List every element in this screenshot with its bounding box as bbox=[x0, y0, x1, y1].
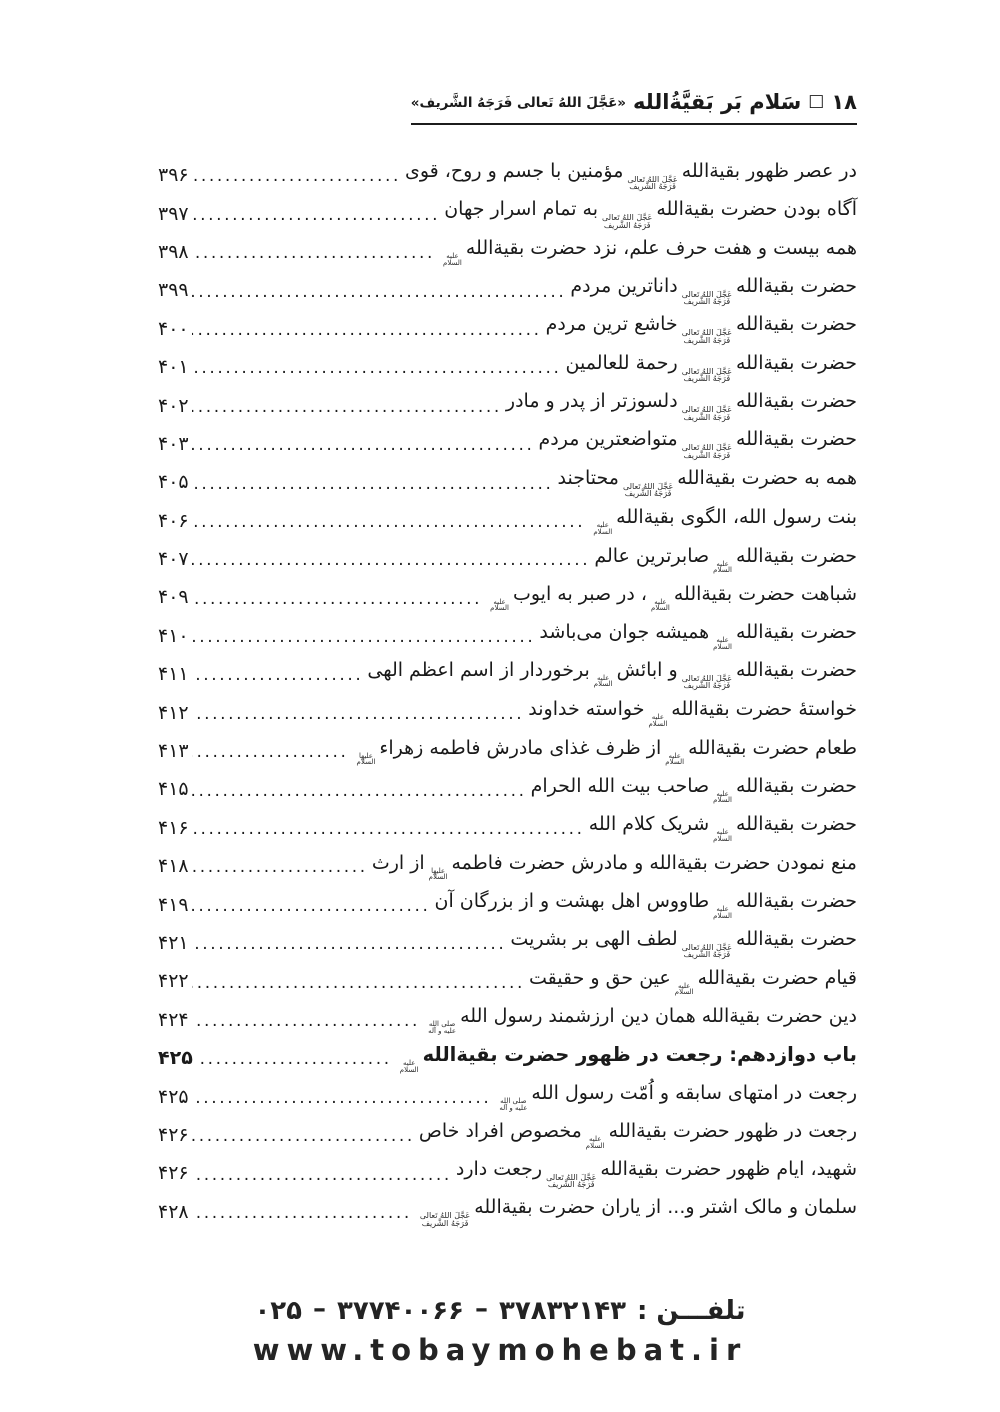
toc-row bbox=[158, 233, 857, 271]
toc-row bbox=[158, 617, 857, 655]
honorific-as-glyph: علیه السلام bbox=[713, 828, 732, 843]
toc-row bbox=[158, 578, 857, 616]
toc-row bbox=[158, 655, 857, 693]
toc-page-number: ۴۲۵ bbox=[158, 1085, 189, 1108]
running-head bbox=[411, 90, 857, 125]
toc-entry-title: حضرت بقیة‌الله عَجَّلَ اللهُ تَعالی فَرَجَهُ الشَّریف دلسوزتر از پدر و مادر bbox=[505, 390, 857, 422]
dot-leader bbox=[192, 924, 508, 962]
dot-leader bbox=[196, 1039, 393, 1077]
honorific-ha-glyph: علیها السلام bbox=[428, 866, 448, 882]
toc-entry-title: آگاه بودن حضرت بقیة‌الله عَجَّلَ اللهُ تَعالی فَرَجَهُ الشَّریف به تمام اسرار جهان bbox=[444, 198, 857, 230]
toc-entry-title: رجعت در امتهای سابقه و اُمّت رسول الله صلی الله علیه و آله bbox=[499, 1082, 857, 1112]
honorific-aj-glyph: عَجَّلَ اللهُ تَعالی فَرَجَهُ الشَّریف bbox=[681, 942, 732, 959]
folio-page-number: ۱۸ bbox=[831, 90, 857, 114]
dot-leader bbox=[192, 578, 484, 616]
honorific-aj-glyph: عَجَّلَ اللهُ تَعالی فَرَجَهُ الشَّریف bbox=[681, 328, 732, 345]
toc-page-number: ۳۹۷ bbox=[158, 202, 189, 225]
dot-leader bbox=[192, 540, 592, 578]
toc-entry-title: حضرت بقیة‌الله عَجَّلَ اللهُ تَعالی فَرَجَهُ الشَّریف و ابائش علیه السلام برخوردار از اسم اعظم الهی bbox=[367, 658, 857, 691]
toc-row bbox=[158, 1039, 857, 1077]
toc-row bbox=[158, 1154, 857, 1192]
honorific-as-glyph: علیه السلام bbox=[593, 521, 613, 536]
toc-row bbox=[158, 770, 857, 808]
toc-entry-title: همه به حضرت بقیة‌الله عَجَّلَ اللهُ تَعالی فَرَجَهُ الشَّریف محتاجند bbox=[557, 466, 857, 499]
toc-entry-title: قیام حضرت بقیة‌الله علیه السلام عین حق و حقیقت bbox=[528, 966, 857, 997]
toc-entry-title: حضرت بقیة‌الله علیه السلام صابرترین عالم bbox=[594, 544, 857, 575]
dot-leader bbox=[192, 1001, 421, 1039]
honorific-aj-glyph: عَجَّلَ اللهُ تَعالی فَرَجَهُ الشَّریف bbox=[681, 443, 732, 460]
toc-row bbox=[158, 1193, 857, 1231]
phone-area-code: ۰۲۵ bbox=[254, 1296, 303, 1326]
toc-entry-title: حضرت بقیة‌الله علیه السلام شریک کلام الله bbox=[588, 813, 857, 843]
toc-page-number: ۴۰۶ bbox=[158, 509, 189, 532]
honorific-as-glyph: علیه السلام bbox=[490, 597, 509, 613]
dot-leader bbox=[192, 962, 526, 1000]
phone-separator: – bbox=[313, 1294, 327, 1324]
honorific-sa-glyph: صلی الله علیه و آله bbox=[428, 1020, 457, 1035]
honorific-as-glyph: علیه السلام bbox=[674, 981, 694, 997]
dot-leader bbox=[192, 502, 587, 540]
honorific-aj-glyph: عَجَّلَ اللهُ تَعالی فَرَجَهُ الشَّریف bbox=[622, 481, 674, 499]
toc-entry-title: حضرت بقیة‌الله عَجَّلَ اللهُ تَعالی فَرَجَهُ الشَّریف رحمة للعالمین bbox=[565, 351, 857, 384]
toc-row bbox=[158, 809, 857, 847]
toc-row bbox=[158, 463, 857, 501]
toc-row bbox=[158, 693, 857, 731]
toc-page-number: ۴۲۶ bbox=[158, 1123, 189, 1146]
toc-entry-title: حضرت بقیة‌الله عَجَّلَ اللهُ تَعالی فَرَجَهُ الشَّریف خاشع ترین مردم bbox=[545, 313, 857, 345]
toc-row bbox=[158, 348, 857, 386]
dot-leader bbox=[192, 732, 350, 770]
honorific-as-glyph: علیه السلام bbox=[713, 636, 732, 651]
phone-separator: – bbox=[475, 1294, 488, 1324]
dot-leader bbox=[192, 809, 586, 847]
honorific-aj-glyph: عَجَّلَ اللهُ تَعالی فَرَجَهُ الشَّریف bbox=[546, 1172, 597, 1190]
dot-leader bbox=[192, 655, 365, 693]
toc-entry-title: شباهت حضرت بقیة‌الله علیه السلام ، در صبر به ایوب علیه السلام bbox=[490, 582, 857, 613]
dot-leader bbox=[192, 847, 369, 885]
phone-number-2: ۳۷۷۴۰۰۶۶ bbox=[337, 1296, 464, 1326]
honorific-ha-glyph: علیها السلام bbox=[356, 751, 376, 767]
toc-page-number: ۳۹۹ bbox=[158, 279, 189, 302]
honorific-aj-glyph: عَجَّلَ اللهُ تَعالی فَرَجَهُ الشَّریف bbox=[681, 366, 732, 384]
toc-entry-title: حضرت بقیة‌الله علیه السلام صاحب بیت الله الحرام bbox=[530, 774, 857, 805]
toc-page-number: ۴۱۵ bbox=[158, 778, 189, 801]
toc-page-number: ۴۲۵ bbox=[158, 1047, 193, 1070]
phone-label: تلفـــن : bbox=[636, 1296, 746, 1326]
toc-row bbox=[158, 885, 857, 923]
toc-row bbox=[158, 425, 857, 463]
publisher-footer bbox=[0, 1296, 1000, 1367]
toc-row bbox=[158, 271, 857, 309]
toc-page-number: ۳۹۶ bbox=[158, 164, 189, 187]
toc-entry-title: حضرت بقیة‌الله عَجَّلَ اللهُ تَعالی فَرَجَهُ الشَّریف متواضعترین مردم bbox=[538, 428, 857, 460]
toc-entry-title: شهید، ایام ظهور حضرت بقیة‌الله عَجَّلَ اللهُ تَعالی فَرَجَهُ الشَّریف رجعت دارد bbox=[455, 1157, 857, 1190]
honorific-as-glyph: علیه السلام bbox=[399, 1059, 419, 1074]
toc-page-number: ۴۱۳ bbox=[158, 740, 189, 763]
honorific-aj-glyph: عَجَّلَ اللهُ تَعالی فَرَجَهُ الشَّریف bbox=[681, 405, 732, 422]
toc-page-number: ۴۰۷ bbox=[158, 548, 189, 571]
honorific-aj-glyph: عَجَّلَ اللهُ تَعالی فَرَجَهُ الشَّریف bbox=[419, 1211, 471, 1228]
toc-page-number: ۴۱۸ bbox=[158, 855, 189, 878]
honorific-aj-glyph: عَجَّلَ اللهُ تَعالی فَرَجَهُ الشَّریف bbox=[627, 174, 678, 192]
dot-leader bbox=[192, 425, 536, 463]
toc-row bbox=[158, 1116, 857, 1154]
book-title: سَلام بَر بَقیَّةُالله bbox=[633, 90, 802, 114]
dot-leader bbox=[192, 233, 436, 271]
toc-row bbox=[158, 310, 857, 348]
toc-entry-title: در عصر ظهور بقیة‌الله عَجَّلَ اللهُ تَعالی فَرَجَهُ الشَّریف مؤمنین با جسم و روح، قوی bbox=[404, 159, 857, 192]
toc-page-number: ۴۲۶ bbox=[158, 1162, 189, 1185]
website-url: www.tobaymohebat.ir bbox=[252, 1333, 748, 1367]
dot-leader bbox=[192, 463, 555, 501]
toc-row bbox=[158, 540, 857, 578]
dot-leader bbox=[192, 194, 442, 232]
toc-page-number: ۴۲۲ bbox=[158, 970, 189, 993]
toc-row bbox=[158, 386, 857, 424]
toc-entry-title: حضرت بقیة‌الله عَجَّلَ اللهُ تَعالی فَرَجَهُ الشَّریف لطف الهی بر بشریت bbox=[510, 927, 857, 959]
toc-row bbox=[158, 1077, 857, 1115]
honorific-sa-glyph: صلی الله علیه و آله bbox=[499, 1097, 528, 1112]
toc-row bbox=[158, 1001, 857, 1039]
honorific-as-glyph: علیه السلام bbox=[585, 1135, 605, 1150]
toc-entry-title: منع نمودن حضرت بقیة‌الله و مادرش حضرت فاطمه علیها السلام از ارث bbox=[371, 851, 857, 882]
honorific-as-glyph: علیه السلام bbox=[713, 789, 732, 805]
honorific-aj-glyph: عَجَّلَ اللهُ تَعالی فَرَجَهُ الشَّریف bbox=[681, 673, 732, 691]
toc-entry-title: همه بیست و هفت حرف علم، نزد حضرت بقیة‌الله علیه السلام bbox=[443, 237, 857, 267]
toc-entry-title: سلمان و مالک اشتر و... از یاران حضرت بقیة‌الله عَجَّلَ اللهُ تَعالی فَرَجَهُ الشَّریف bbox=[419, 1196, 857, 1228]
toc-page-number: ۴۱۱ bbox=[158, 663, 189, 686]
honorific-aj-glyph: عَجَّلَ اللهُ تَعالی فَرَجَهُ الشَّریف bbox=[602, 213, 653, 230]
honorific-as-glyph: علیه السلام bbox=[713, 559, 732, 575]
dot-leader bbox=[192, 770, 528, 808]
dot-leader bbox=[192, 693, 526, 731]
toc-row bbox=[158, 502, 857, 540]
phone-number-1: ۳۷۸۳۲۱۴۳ bbox=[499, 1296, 626, 1326]
toc-row bbox=[158, 924, 857, 962]
toc-page-number: ۴۱۲ bbox=[158, 701, 189, 724]
honorific-as-glyph: علیه السلام bbox=[665, 751, 685, 767]
toc-page-number: ۴۰۹ bbox=[158, 586, 189, 609]
dot-leader bbox=[192, 885, 432, 923]
dot-leader bbox=[192, 386, 503, 424]
book-title-honorific: «عَجَّلَ اللهُ تَعالی فَرَجَهُ الشَّریف» bbox=[410, 95, 627, 111]
dot-leader bbox=[192, 156, 402, 194]
honorific-as-glyph: علیه السلام bbox=[593, 673, 613, 689]
dot-leader bbox=[192, 1077, 493, 1115]
toc-entry-title: باب دوازدهم: رجعت در ظهور حضرت بقیة‌الله علیه السلام bbox=[399, 1043, 857, 1074]
honorific-as-glyph: علیه السلام bbox=[443, 252, 462, 267]
toc-page-number: ۴۱۶ bbox=[158, 816, 189, 839]
toc-page-number: ۴۲۸ bbox=[158, 1200, 189, 1223]
toc-entry-title: حضرت بقیة‌الله عَجَّلَ اللهُ تَعالی فَرَجَهُ الشَّریف داناترین مردم bbox=[570, 274, 857, 307]
toc-row bbox=[158, 194, 857, 232]
toc-row bbox=[158, 962, 857, 1000]
toc-page-number: ۴۰۱ bbox=[158, 356, 189, 379]
toc-page-number: ۴۱۰ bbox=[158, 624, 189, 647]
dot-leader bbox=[192, 1154, 453, 1192]
toc-page-number: ۴۲۴ bbox=[158, 1008, 189, 1031]
toc-list bbox=[158, 156, 857, 1231]
dot-leader bbox=[192, 1193, 413, 1231]
toc-entry-title: حضرت بقیة‌الله علیه السلام طاووس اهل بهشت و از بزرگان آن bbox=[434, 890, 857, 920]
toc-page-number: ۴۰۵ bbox=[158, 471, 189, 494]
toc-entry-title: بنت رسول الله، الگوی بقیة‌الله علیه السلام bbox=[593, 506, 857, 536]
toc-entry-title: طعام حضرت بقیة‌الله علیه السلام از ظرف غذای مادرش فاطمه زهراء علیها السلام bbox=[356, 736, 857, 767]
toc-page-number: ۴۰۰ bbox=[158, 317, 189, 340]
toc-page-number: ۴۰۳ bbox=[158, 432, 189, 455]
toc-entry-title: دین حضرت بقیة‌الله همان دین ارزشمند رسول الله صلی الله علیه و آله bbox=[428, 1005, 857, 1035]
dot-leader bbox=[192, 271, 568, 309]
toc-entry-title: رجعت در ظهور حضرت بقیة‌الله علیه السلام مخصوص افراد خاص bbox=[418, 1120, 857, 1150]
toc-entry-title: حضرت بقیة‌الله علیه السلام همیشه جوان می‌باشد bbox=[539, 621, 857, 651]
dot-leader bbox=[192, 617, 537, 655]
honorific-as-glyph: علیه السلام bbox=[648, 713, 668, 728]
toc-page-number: ۳۹۸ bbox=[158, 240, 189, 263]
honorific-as-glyph: علیه السلام bbox=[651, 597, 670, 613]
dot-leader bbox=[192, 1116, 416, 1154]
phone-line bbox=[0, 1296, 1000, 1326]
box-glyph-icon: □ bbox=[808, 90, 825, 111]
honorific-aj-glyph: عَجَّلَ اللهُ تَعالی فَرَجَهُ الشَّریف bbox=[681, 289, 732, 307]
toc-page-number: ۴۱۹ bbox=[158, 893, 189, 916]
toc-page-number: ۴۲۱ bbox=[158, 932, 189, 954]
dot-leader bbox=[192, 310, 543, 348]
toc-row bbox=[158, 732, 857, 770]
toc-row bbox=[158, 156, 857, 194]
honorific-as-glyph: علیه السلام bbox=[713, 905, 732, 920]
toc-entry-title: خواستهٔ حضرت بقیة‌الله علیه السلام خواسته خداوند bbox=[528, 698, 857, 728]
toc-row bbox=[158, 847, 857, 885]
toc-page-number: ۴۰۲ bbox=[158, 394, 189, 417]
dot-leader bbox=[192, 348, 563, 386]
